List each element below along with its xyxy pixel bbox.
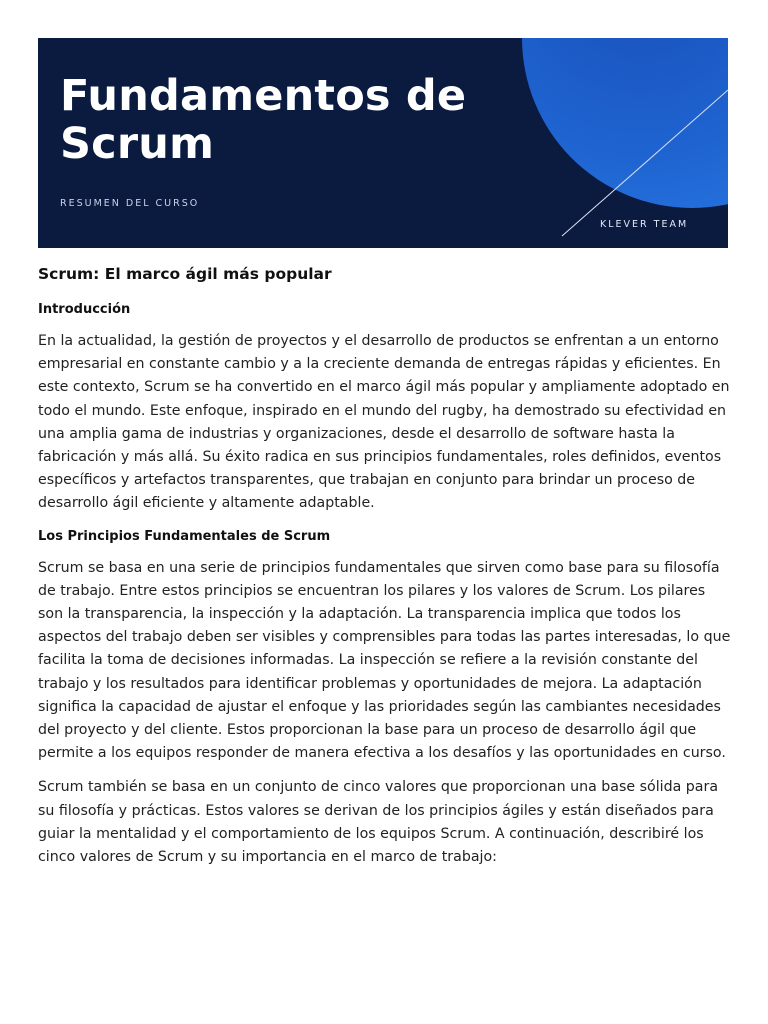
banner-author: KLEVER TEAM	[600, 219, 689, 230]
section-heading-principios: Los Principios Fundamentales de Scrum	[38, 528, 331, 544]
document-title: Scrum: El marco ágil más popular	[38, 265, 332, 283]
banner-title: Fundamentos de Scrum	[60, 71, 467, 169]
title-banner	[38, 38, 728, 248]
paragraph-introduccion: En la actualidad, la gestión de proyectos y el desarrollo de productos se enfrentan a un entorno empresarial en constante cambio y a la creciente demanda de entregas rápidas y eficientes. En este contexto, Scrum se ha convertido en el marco ágil más popular y ampliamente adoptado en todo el mundo. Este enfoque, inspirado en el mundo del rugby, ha demostrado su efectividad en una amplia gama de industrias y organizaciones, desde el desarrollo de software hasta la fabricación y más allá. Su éxito radica en sus principios fundamentales, roles definidos, eventos específicos y artefactos transparentes, que trabajan en conjunto para brindar un proceso de desarrollo ágil eficiente y altamente adaptable.	[38, 333, 730, 512]
section-heading-introduccion: Introducción	[38, 302, 131, 317]
document-body	[38, 262, 732, 880]
banner-subtitle: RESUMEN DEL CURSO	[60, 198, 200, 209]
paragraph-principios-pilares: Scrum se basa en una serie de principios fundamentales que sirven como base para su filosofía de trabajo. Entre estos principios se encuentran los pilares y los valores de Scrum. Los pilares son la transparencia, la inspección y la adaptación. La transparencia implica que todos los aspectos del trabajo deben ser visibles y comprensibles para todas las partes interesadas, lo que facilita la toma de decisiones informadas. La inspección se refiere a la revisión constante del trabajo y los resultados para identificar problemas y oportunidades de mejora. La adaptación significa la capacidad de ajustar el enfoque y las prioridades según las cambiantes necesidades del proyecto y del cliente. Estos proporcionan la base para un proceso de desarrollo ágil que permite a los equipos responder de manera efectiva a los desafíos y las oportunidades en curso.	[38, 559, 731, 762]
paragraph-principios-valores: Scrum también se basa en un conjunto de cinco valores que proporcionan una base sólida para su filosofía y prácticas. Estos valores se derivan de los principios ágiles y están diseñados para guiar la mentalidad y el comportamiento de los equipos Scrum. A continuación, describiré los cinco valores de Scrum y su importancia en el marco de trabajo:	[38, 779, 719, 866]
